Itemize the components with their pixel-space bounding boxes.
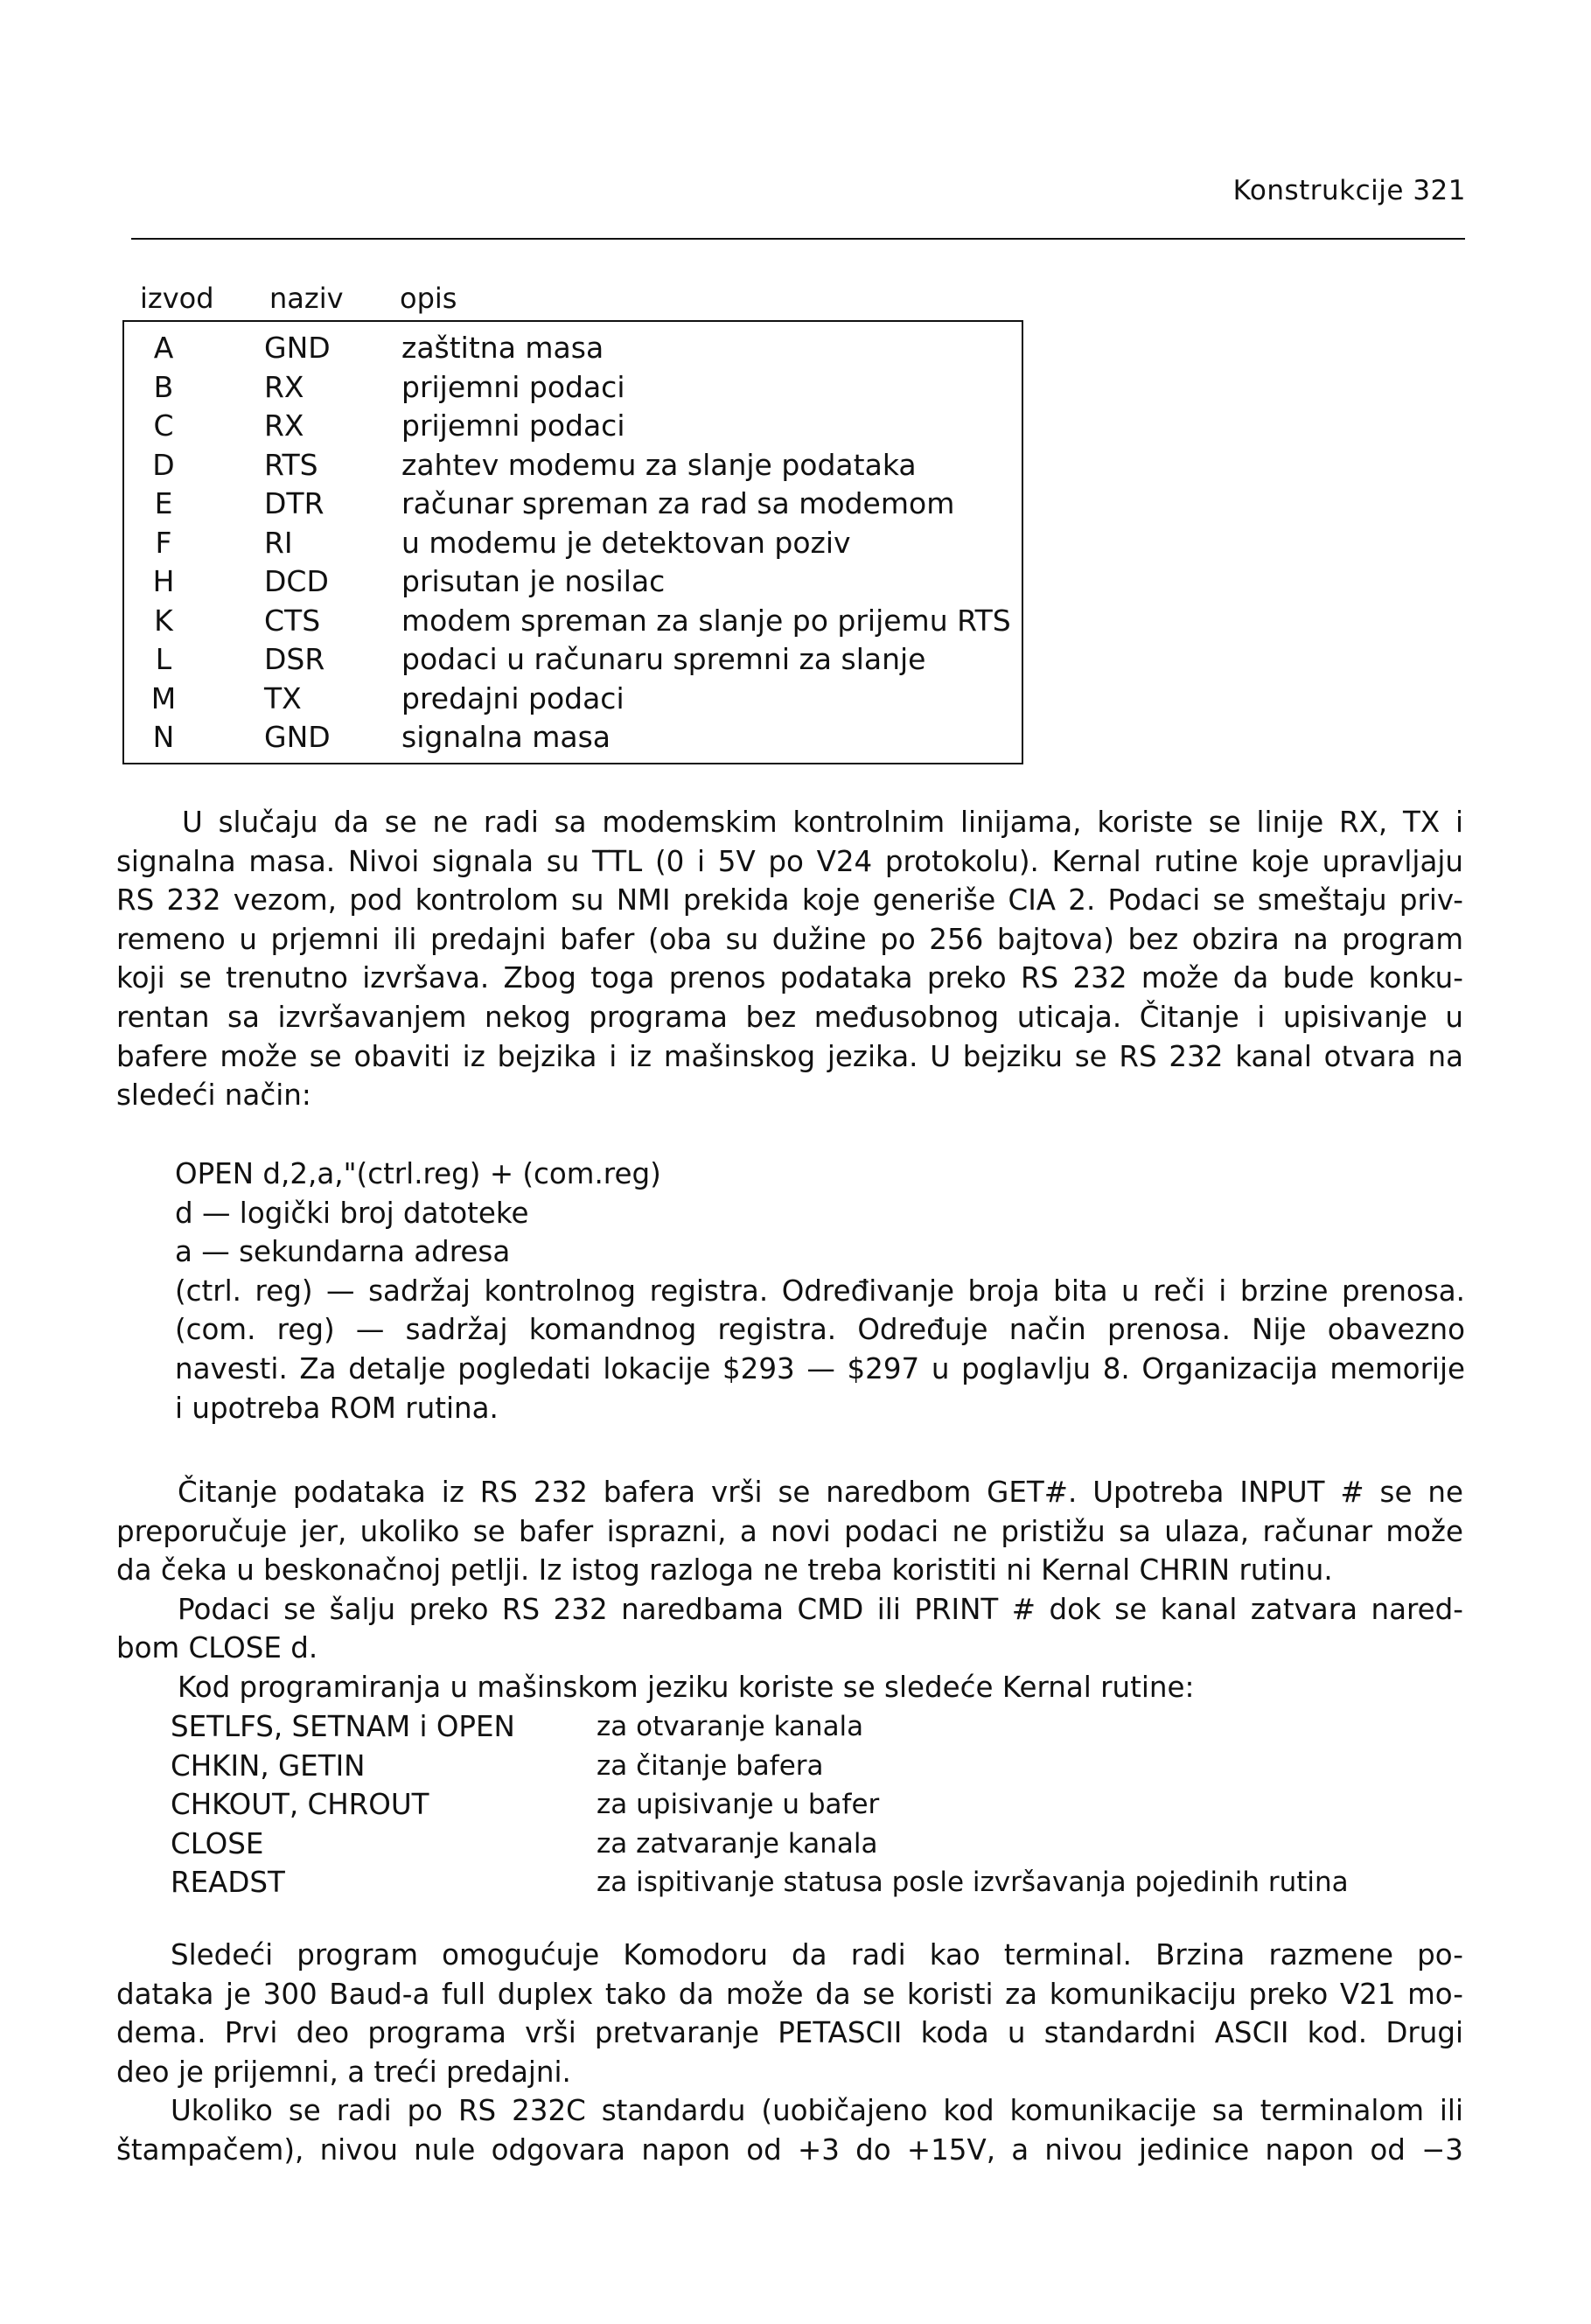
cell-pin: D — [152, 447, 175, 482]
table-row — [124, 718, 1022, 757]
routine-name: SETLFS, SETNAM i OPEN — [171, 1710, 515, 1743]
text-line: Ukoliko se radi po RS 232C standardu (uobičajeno kod komunikacije sa terminalom ili — [171, 2094, 1463, 2128]
table-row — [124, 602, 1022, 641]
paragraph-intro — [116, 803, 1463, 1115]
cell-desc: prijemni podaci — [401, 408, 625, 443]
cell-name: RX — [264, 408, 304, 443]
paragraph-terminal-program — [116, 1936, 1463, 2170]
routine-name: CHKIN, GETIN — [171, 1748, 366, 1783]
list-item — [171, 1747, 1465, 1786]
text-line: štampačem), nivou nule odgovara napon od +3 do +15V, a nivou jedinice napon od −3 — [116, 2132, 1463, 2167]
text-line: U slučaju da se ne radi sa modemskim kontrolnim linijama, koriste se linije RX, TX i — [182, 806, 1463, 839]
table-row — [124, 640, 1022, 680]
cell-pin: L — [155, 642, 172, 676]
table-row — [124, 680, 1022, 719]
cell-pin: E — [154, 486, 173, 520]
cell-desc: zahtev modemu za slanje podataka — [401, 447, 917, 482]
cell-pin: B — [153, 369, 174, 404]
text-line: sledeći način: — [116, 1078, 311, 1113]
cell-pin: F — [155, 525, 172, 560]
table-row — [124, 485, 1022, 524]
routine-desc: za čitanje bafera — [597, 1749, 824, 1782]
list-item — [171, 1863, 1465, 1902]
list-item — [171, 1825, 1465, 1864]
cell-name: TX — [264, 680, 302, 715]
cell-name: GND — [264, 331, 331, 365]
table-row — [124, 524, 1022, 563]
running-head: Konstrukcije 321 — [1232, 175, 1466, 206]
cell-pin: M — [150, 680, 177, 715]
cell-desc: računar spreman za rad sa modemom — [401, 486, 955, 520]
column-header-desc: opis — [400, 282, 457, 315]
routine-name: READST — [171, 1866, 285, 1900]
kernal-routines-list — [171, 1707, 1465, 1902]
cell-name: DTR — [264, 486, 324, 520]
routine-name: CHKOUT, CHROUT — [171, 1788, 429, 1822]
cell-name: RTS — [264, 447, 318, 482]
text-line: d — logički broj datoteke — [175, 1196, 529, 1230]
text-line: koji se trenutno izvršava. Zbog toga prenos podataka preko RS 232 može da bude konku- — [116, 961, 1463, 995]
text-line: (com. reg) — sadržaj komandnog registra. Određuje način prenosa. Nije obavezno — [175, 1313, 1465, 1347]
cell-name: RI — [264, 525, 293, 560]
routine-desc: za upisivanje u bafer — [597, 1789, 880, 1821]
list-item — [171, 1707, 1465, 1747]
text-line: RS 232 vezom, pod kontrolom su NMI prekida koje generiše CIA 2. Podaci se smeštaju priv- — [116, 883, 1463, 918]
cell-desc: zaštitna masa — [401, 331, 604, 365]
text-line: preporučuje jer, ukoliko se bafer isprazni, a novi podaci ne pristižu sa ulaza, računar može — [116, 1514, 1463, 1548]
pin-table-body — [122, 320, 1023, 764]
cell-pin: A — [153, 331, 174, 365]
text-line: signalna masa. Nivoi signala su TTL (0 i 5V po V24 protokolu). Kernal rutine koje upravljaju — [116, 844, 1463, 878]
cell-pin: H — [152, 564, 175, 598]
cell-desc: prijemni podaci — [401, 369, 625, 404]
cell-pin: C — [153, 408, 174, 443]
text-line: (ctrl. reg) — sadržaj kontrolnog registra. Određivanje broja bita u reči i brzine prenosa. — [175, 1274, 1465, 1308]
routine-name: CLOSE — [171, 1826, 264, 1860]
text-line: a — sekundarna adresa — [175, 1235, 511, 1269]
text-line: i upotreba ROM rutina. — [175, 1391, 499, 1425]
cell-name: CTS — [264, 603, 321, 638]
column-header-pin: izvod — [140, 282, 214, 315]
routine-desc: za otvaranje kanala — [597, 1711, 864, 1742]
table-row — [124, 562, 1022, 602]
text-line: bafere može se obaviti iz bejzika i iz mašinskog jezika. U bejziku se RS 232 kanal otvara na — [116, 1039, 1463, 1073]
routine-desc: za ispitivanje statusa posle izvršavanja pojedinih rutina — [597, 1867, 1349, 1899]
text-line: da čeka u beskonačnoj petlji. Iz istog razloga ne treba koristiti ni Kernal CHRIN rutinu. — [116, 1553, 1333, 1588]
cell-name: GND — [264, 720, 331, 754]
pin-table-header — [122, 282, 1023, 320]
text-line: navesti. Za detalje pogledati lokacije $293 — $297 u poglavlju 8. Organizacija memorije — [175, 1351, 1465, 1385]
open-statement-block — [175, 1155, 1465, 1427]
routine-desc: za zatvaranje kanala — [597, 1827, 878, 1860]
text-line: rentan sa izvršavanjem nekog programa bez međusobnog uticaja. Čitanje i upisivanje u — [116, 1000, 1463, 1034]
pin-table — [122, 282, 1023, 764]
list-item — [171, 1785, 1465, 1825]
text-line: Kod programiranja u mašinskom jeziku koriste se sledeće Kernal rutine: — [178, 1670, 1195, 1704]
cell-name: DSR — [264, 642, 325, 676]
cell-desc: predajni podaci — [401, 680, 625, 715]
cell-desc: prisutan je nosilac — [401, 564, 666, 598]
text-line: deo je prijemni, a treći predajni. — [116, 2055, 571, 2089]
cell-desc: podaci u računaru spremni za slanje — [401, 642, 926, 676]
text-line: dataka je 300 Baud-a full duplex tako da može da se koristi za komunikaciju preko V21 mo- — [116, 1977, 1463, 2011]
header-rule — [131, 238, 1465, 240]
table-row — [124, 368, 1022, 408]
code-line: OPEN d,2,a,"(ctrl.reg) + (com.reg) — [175, 1157, 661, 1190]
text-line: Sledeći program omogućuje Komodoru da radi kao terminal. Brzina razmene po- — [171, 1938, 1463, 1972]
paragraph-reading — [116, 1473, 1463, 1707]
cell-name: RX — [264, 369, 304, 404]
text-line: Čitanje podataka iz RS 232 bafera vrši se naredbom GET#. Upotreba INPUT # se ne — [178, 1476, 1463, 1509]
cell-pin: K — [154, 603, 173, 638]
cell-desc: u modemu je detektovan poziv — [401, 525, 851, 560]
cell-pin: N — [152, 720, 175, 754]
text-line: remeno u prjemni ili predajni bafer (oba su dužine po 256 bajtova) bez obzira na program — [116, 922, 1463, 956]
cell-desc: signalna masa — [401, 720, 611, 754]
text-line: Podaci se šalju preko RS 232 naredbama CMD ili PRINT # dok se kanal zatvara nared- — [178, 1592, 1463, 1626]
table-row — [124, 446, 1022, 485]
cell-desc: modem spreman za slanje po prijemu RTS — [401, 603, 1011, 638]
text-line: dema. Prvi deo programa vrši pretvaranje PETASCII koda u standardni ASCII kod. Drugi — [116, 2016, 1463, 2050]
cell-name: DCD — [264, 564, 329, 598]
text-line: bom CLOSE d. — [116, 1631, 318, 1665]
table-row — [124, 407, 1022, 446]
table-row — [124, 329, 1022, 368]
column-header-name: naziv — [269, 282, 344, 315]
